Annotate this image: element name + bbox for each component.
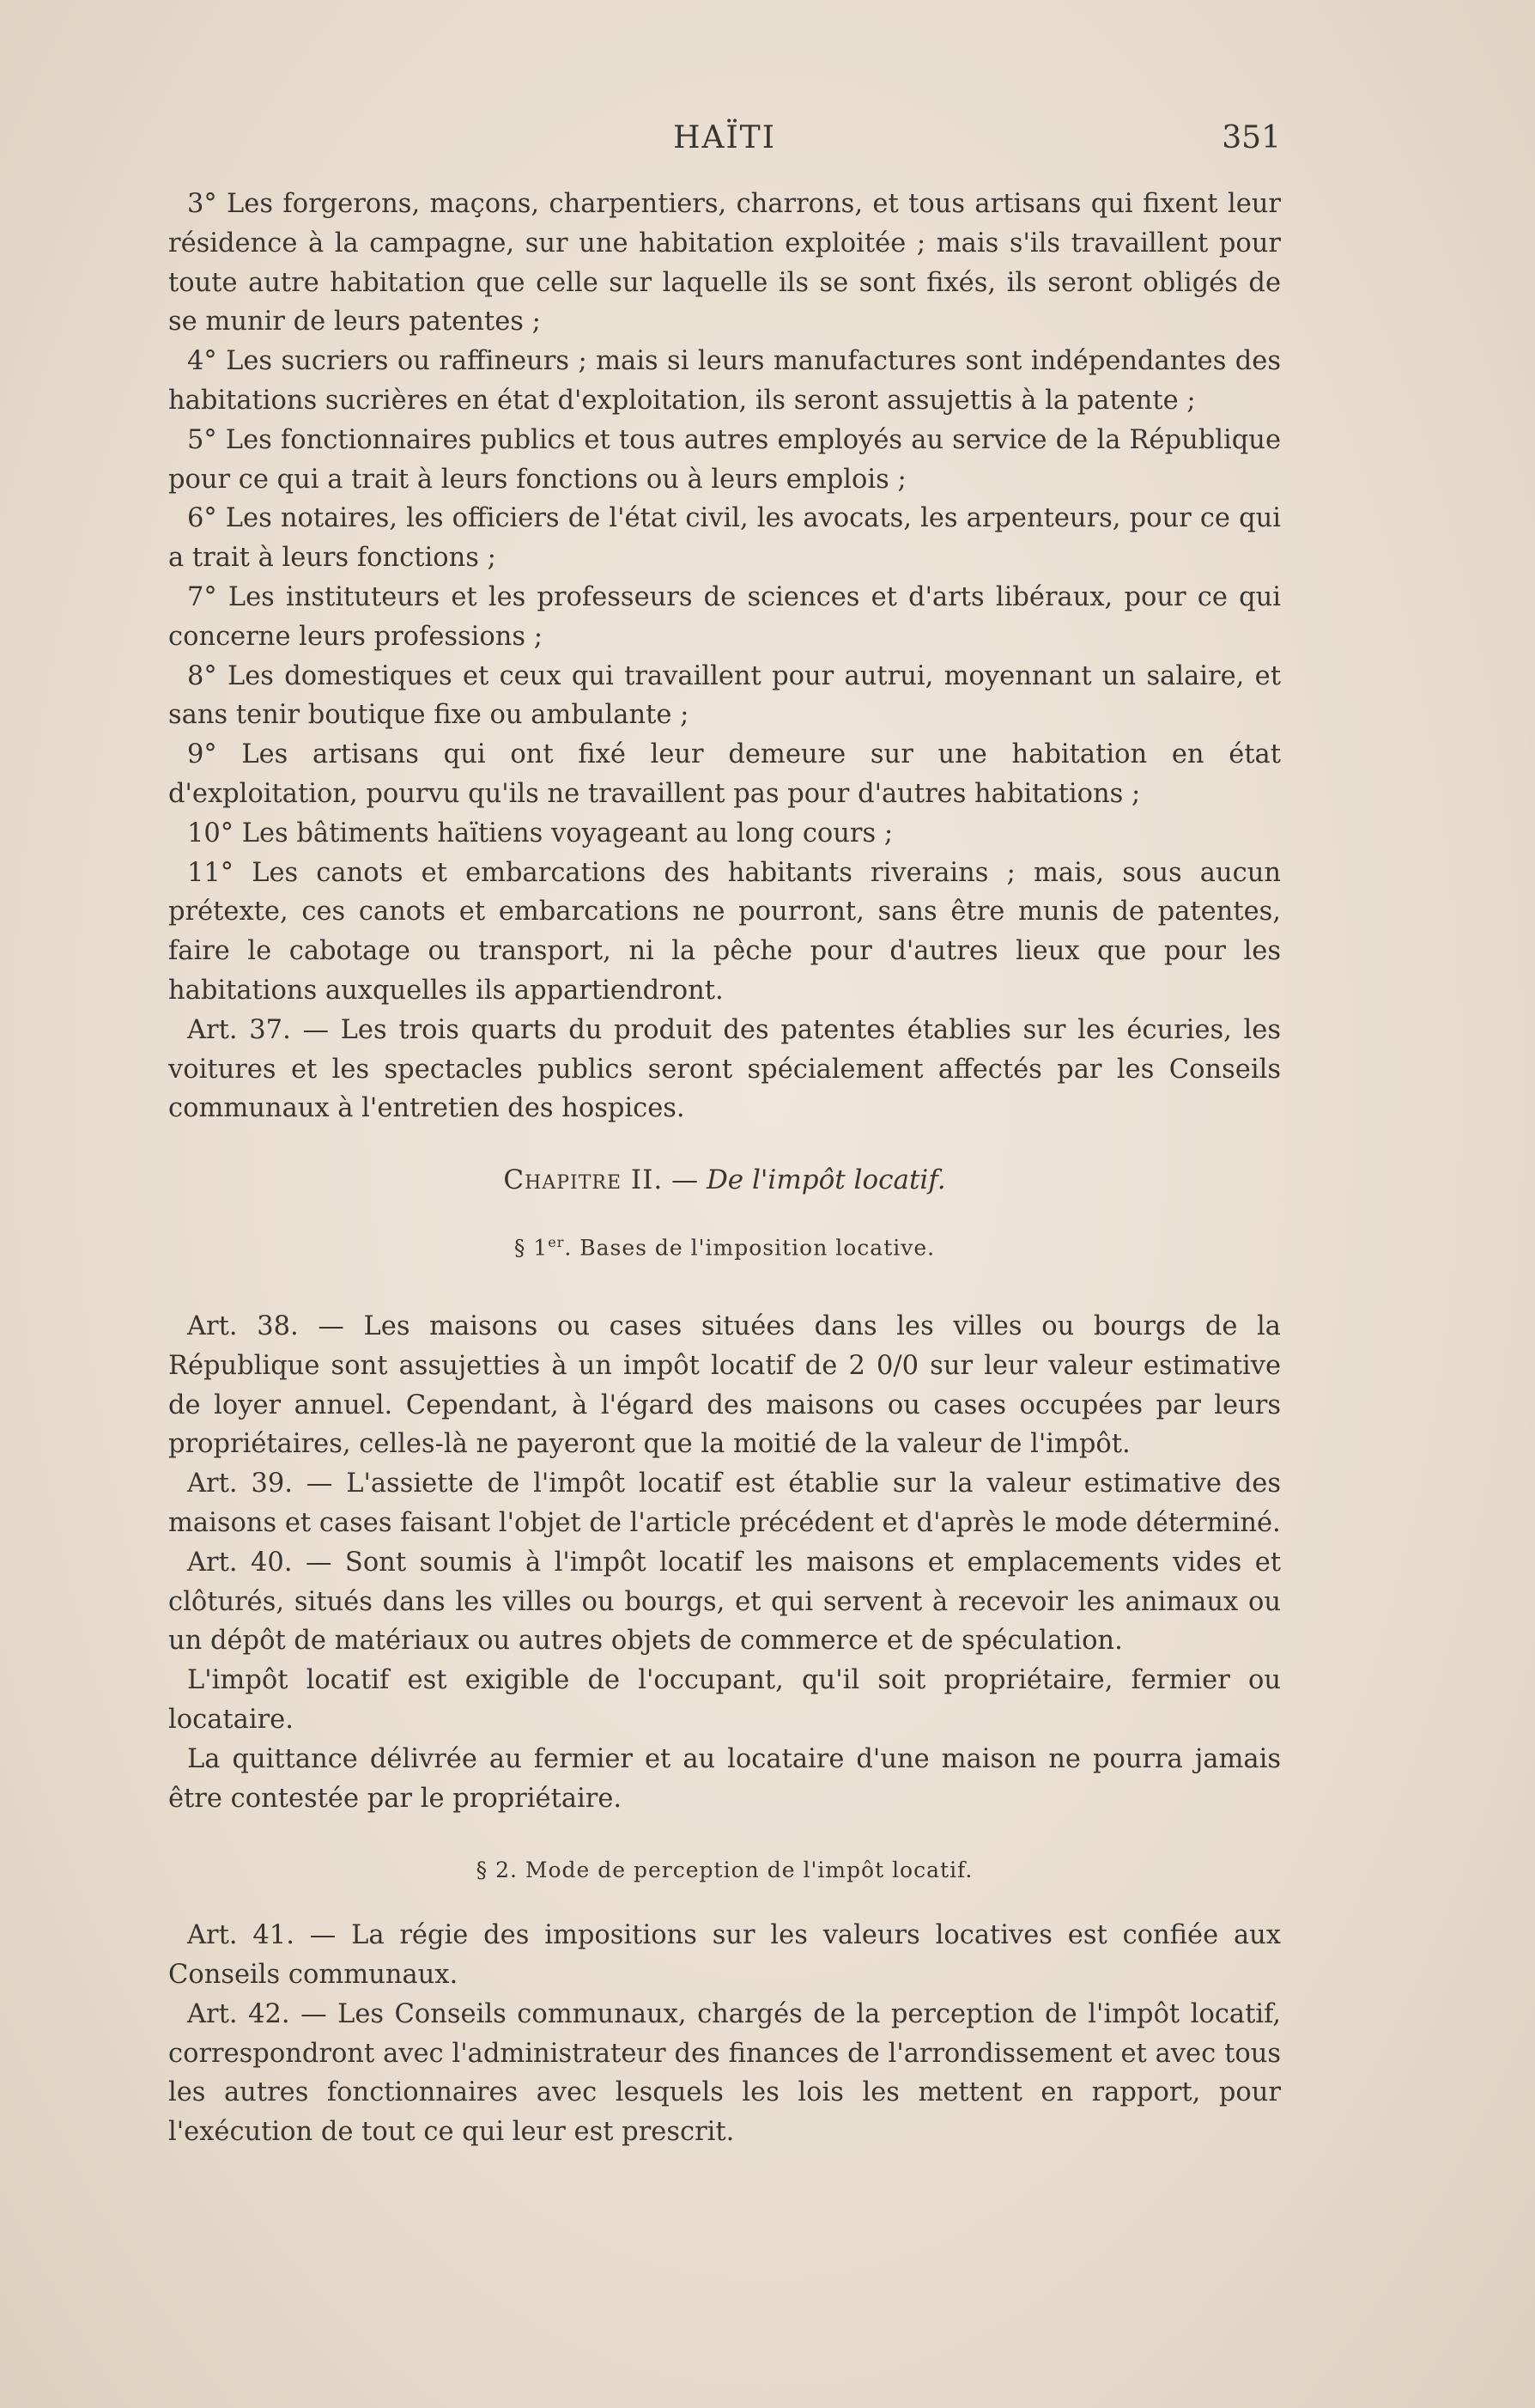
paragraph: 4° Les sucriers ou raffineurs ; mais si leurs manufactures sont indépendantes des habitations sucrières en état d'exploitation, ils seront assujettis à la patente ; <box>168 346 1281 416</box>
page-header <box>168 120 1281 172</box>
article-37: Art. 37. — Les trois quarts du produit des patentes établies sur les écuries, les voitures et les spectacles publics seront spécialement affectés par les Conseils communaux à l'entretien des hospices. <box>168 1014 1281 1124</box>
paragraph: 5° Les fonctionnaires publics et tous autres employés au service de la République pour ce qui a trait à leurs fonctions ou à leurs emplois ; <box>168 424 1281 495</box>
article-38: Art. 38. — Les maisons ou cases situées dans les villes ou bourgs de la République sont assujetties à un impôt locatif de 2 0/0 sur leur valeur estimative de loyer annuel. Cependant, à l'égard des maisons ou cases occupées par leurs propriétaires, celles-là ne payeront que la moitié de la valeur de l'impôt. <box>168 1311 1281 1460</box>
chapter-label: Chapitre II. <box>503 1164 664 1196</box>
page-number: 351 <box>1222 120 1281 155</box>
paragraph: La quittance délivrée au fermier et au locataire d'une maison ne pourra jamais être contestée par le propriétaire. <box>168 1743 1281 1814</box>
chapter-dash: — <box>671 1164 699 1196</box>
section-title: . Bases de l'imposition locative. <box>564 1235 936 1261</box>
chapter-heading <box>168 1161 1281 1201</box>
paragraph: L'impôt locatif est exigible de l'occupant, qu'il soit propriétaire, fermier ou locataire. <box>168 1665 1281 1736</box>
section-symbol: § 1 <box>513 1235 549 1261</box>
page-body <box>168 185 1281 2152</box>
section-heading-2: § 2. Mode de perception de l'impôt locatif. <box>476 1858 974 1883</box>
article-39: Art. 39. — L'assiette de l'impôt locatif est établie sur la valeur estimative des maisons et cases faisant l'objet de l'article précédent et d'après le mode déterminé. <box>168 1469 1281 1539</box>
article-40: Art. 40. — Sont soumis à l'impôt locatif les maisons et emplacements vides et clôturés, situés dans les villes ou bourgs, et qui servent à recevoir les animaux ou un dépôt de matériaux ou autres objets de commerce et de spéculation. <box>168 1547 1281 1657</box>
article-42: Art. 42. — Les Conseils communaux, chargés de la perception de l'impôt locatif, correspondront avec l'administrateur des finances de l'arrondissement et avec tous les autres fonctionnaires avec lesquels les lois les mettent en rapport, pour l'exécution de tout ce qui leur est prescrit. <box>168 1998 1281 2148</box>
paragraph: 10° Les bâtiments haïtiens voyageant au long cours ; <box>187 818 894 848</box>
article-41: Art. 41. — La régie des impositions sur les valeurs locatives est confiée aux Conseils communaux. <box>168 1920 1281 1990</box>
chapter-title: De l'impôt locatif. <box>706 1164 946 1196</box>
section-superscript: er <box>548 1233 565 1250</box>
paragraph: 7° Les instituteurs et les professeurs de sciences et d'arts libéraux, pour ce qui concerne leurs professions ; <box>168 581 1281 652</box>
paragraph: 3° Les forgerons, maçons, charpentiers, charrons, et tous artisans qui fixent leur résidence à la campagne, sur une habitation exploitée ; mais s'ils travaillent pour toute autre habitation que celle sur laquelle ils se sont fixés, ils seront obligés de se munir de leurs patentes ; <box>168 189 1281 337</box>
paragraph: 6° Les notaires, les officiers de l'état civil, les avocats, les arpenteurs, pour ce qui a trait à leurs fonctions ; <box>168 503 1281 574</box>
paragraph: 11° Les canots et embarcations des habitants riverains ; mais, sous aucun prétexte, ces canots et embarcations ne pourront, sans être munis de patentes, faire le cabotage ou transport, ni la pêche pour d'autres lieux que pour les habitations auxquelles ils appartiendront. <box>168 857 1281 1006</box>
section-heading-1 <box>168 1223 1281 1268</box>
paragraph: 9° Les artisans qui ont fixé leur demeure sur une habitation en état d'exploitation, pourvu qu'ils ne travaillent pas pour d'autres habitations ; <box>168 739 1281 809</box>
running-title: HAÏTI <box>673 120 776 155</box>
paragraph: 8° Les domestiques et ceux qui travaillent pour autrui, moyennant un salaire, et sans tenir boutique fixe ou ambulante ; <box>168 660 1281 731</box>
